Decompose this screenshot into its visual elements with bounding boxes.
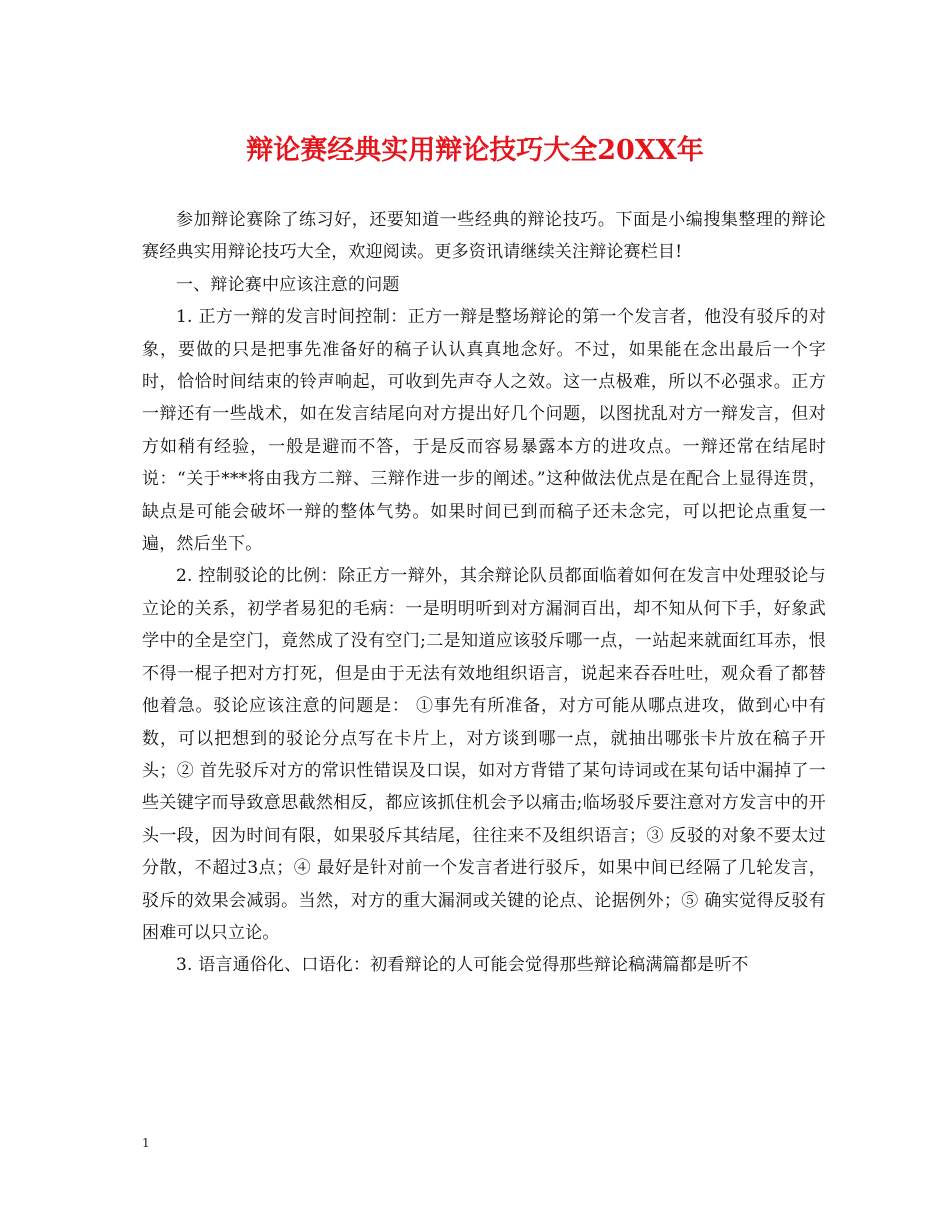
- section-heading: 一、辩论赛中应该注意的问题: [176, 274, 400, 295]
- body-paragraph: 2. 控制驳论的比例：除正方一辩外，其余辩论队员都面临着如何在发言中处理驳论与立论的关系，初学者易犯的毛病：一是明明听到对方漏洞百出，却不知从何下手，好象武学中的全是空门，竟然成了没有空门;二是知道应该驳斥哪一点，一站起来就面红耳赤，恨不得一棍子把对方打死，但是由于无法有效地组织语言，说起来吞吞吐吐，观众看了都替他着急。驳论应该注意的问题是： ①事先有所准备，对方可能从哪点进攻，做到心中有数，可以把想到的驳论分点写在卡片上，对方谈到哪一点，就抽出哪张卡片放在稿子开头；② 首先驳斥对方的常识性错误及口误，如对方背错了某句诗词或在某句话中漏掉了一些关键字而导致意思截然相反，都应该抓住机会予以痛击;临场驳斥要注意对方发言中的开头一段，因为时间有限，如果驳斥其结尾，往往来不及组织语言；③ 反驳的对象不要太过分散，不超过3点；④ 最好是针对前一个发言者进行驳斥，如果中间已经隔了几轮发言，驳斥的效果会减弱。当然，对方的重大漏洞或关键的论点、论据例外；⑤ 确实觉得反驳有困难可以只立论。: [142, 566, 826, 943]
- intro-paragraph: 参加辩论赛除了练习好，还要知道一些经典的辩论技巧。下面是小编搜集整理的辩论赛经典实用辩论技巧大全，欢迎阅读。更多资讯请继续关注辩论赛栏目!: [142, 210, 826, 263]
- page-number: 1: [142, 1136, 150, 1150]
- body-paragraph: 1. 正方一辩的发言时间控制：正方一辩是整场辩论的第一个发言者，他没有驳斥的对象，要做的只是把事先准备好的稿子认认真真地念好。不过，如果能在念出最后一个字时，恰恰时间结束的铃声响起，可收到先声夺人之效。这一点极难，所以不必强求。正方一辩还有一些战术，如在发言结尾向对方提出好几个问题，以图扰乱对方一辩发言，但对方如稍有经验，一般是避而不答，于是反而容易暴露本方的进攻点。一辩还常在结尾时说：“关于***将由我方二辩、三辩作进一步的阐述。”这种做法优点是在配合上显得连贯，缺点是可能会破坏一辩的整体气势。如果时间已到而稿子还未念完，可以把论点重复一遍，然后坐下。: [142, 307, 826, 555]
- document-title: 辩论赛经典实用辩论技巧大全20XX年: [246, 135, 704, 166]
- body-paragraph: 3. 语言通俗化、口语化：初看辩论的人可能会觉得那些辩论稿满篇都是听不: [176, 955, 749, 976]
- document-body: [142, 204, 826, 982]
